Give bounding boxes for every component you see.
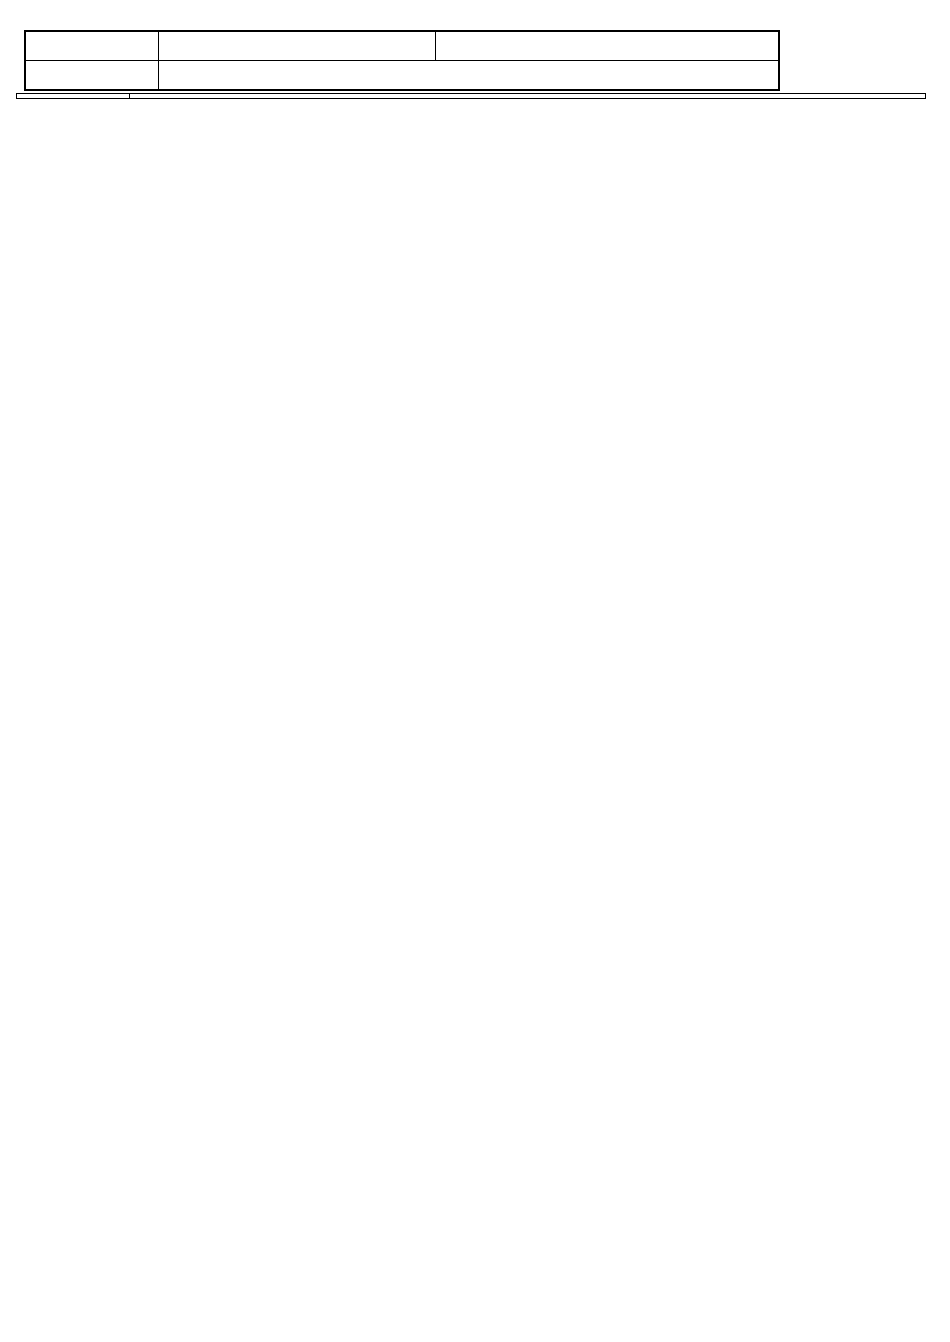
table-header-cell (130, 94, 926, 99)
table-row (25, 61, 779, 91)
document-page (24, 28, 924, 99)
table-header-cell (25, 31, 159, 61)
table-cell (159, 61, 780, 91)
table-header-cell (17, 94, 130, 99)
table-header-row (17, 94, 926, 99)
table-header-cell (436, 31, 780, 61)
q17-block (24, 30, 924, 91)
table-header-row (25, 31, 779, 61)
q19-block (24, 93, 924, 99)
comparison-table (24, 30, 780, 91)
table-cell (25, 61, 159, 91)
table-header-cell (159, 31, 436, 61)
water-method-table (16, 93, 926, 99)
